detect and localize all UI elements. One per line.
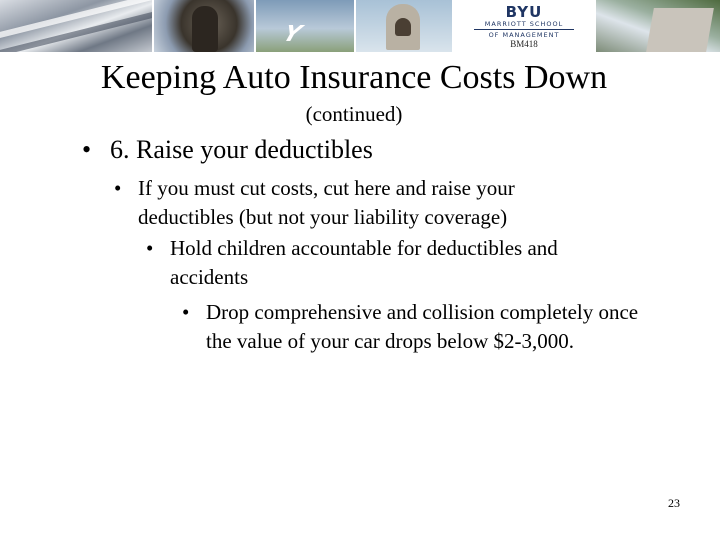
banner-photo-mountain [256,0,354,52]
bullet-text: 6. Raise your deductibles [110,135,373,164]
bullet-text: If you must cut costs, cut here and raise your deductibles (but not your liability coverage) [138,176,515,229]
bullet-level-2 [114,174,594,232]
banner-photo-bell [356,0,452,52]
byu-logo [454,0,594,52]
school-name: MARRIOTT SCHOOL [484,20,564,28]
banner-photo-architecture [0,0,152,52]
banner-photo-statue [154,0,254,52]
bullet-marker: • [182,300,190,324]
bullet-level-3 [146,234,626,292]
statue-icon [192,6,218,52]
bullet-marker: • [82,135,92,164]
bullet-level-1 [82,134,682,166]
bullet-text: Hold children accountable for deductibles and accidents [170,236,558,289]
bell-icon [386,4,420,50]
y-logo: Y [279,22,305,47]
banner-photo-building [596,0,720,52]
header-banner [0,0,720,52]
school-subtext: OF MANAGEMENT [488,31,560,39]
slide-title: Keeping Auto Insurance Costs Down [100,59,608,96]
bullet-marker: • [114,176,122,200]
logo-divider [474,29,574,30]
slide-subtitle: (continued) [305,102,403,126]
byu-logo-text: BYU [505,3,543,21]
bullet-text: Drop comprehensive and collision completely once the value of your car drops below $2-3,000. [206,300,639,353]
bullet-marker: • [146,236,154,260]
course-code: BM418 [510,39,538,49]
bullet-level-4 [182,298,642,356]
page-number: 23 [668,496,680,510]
